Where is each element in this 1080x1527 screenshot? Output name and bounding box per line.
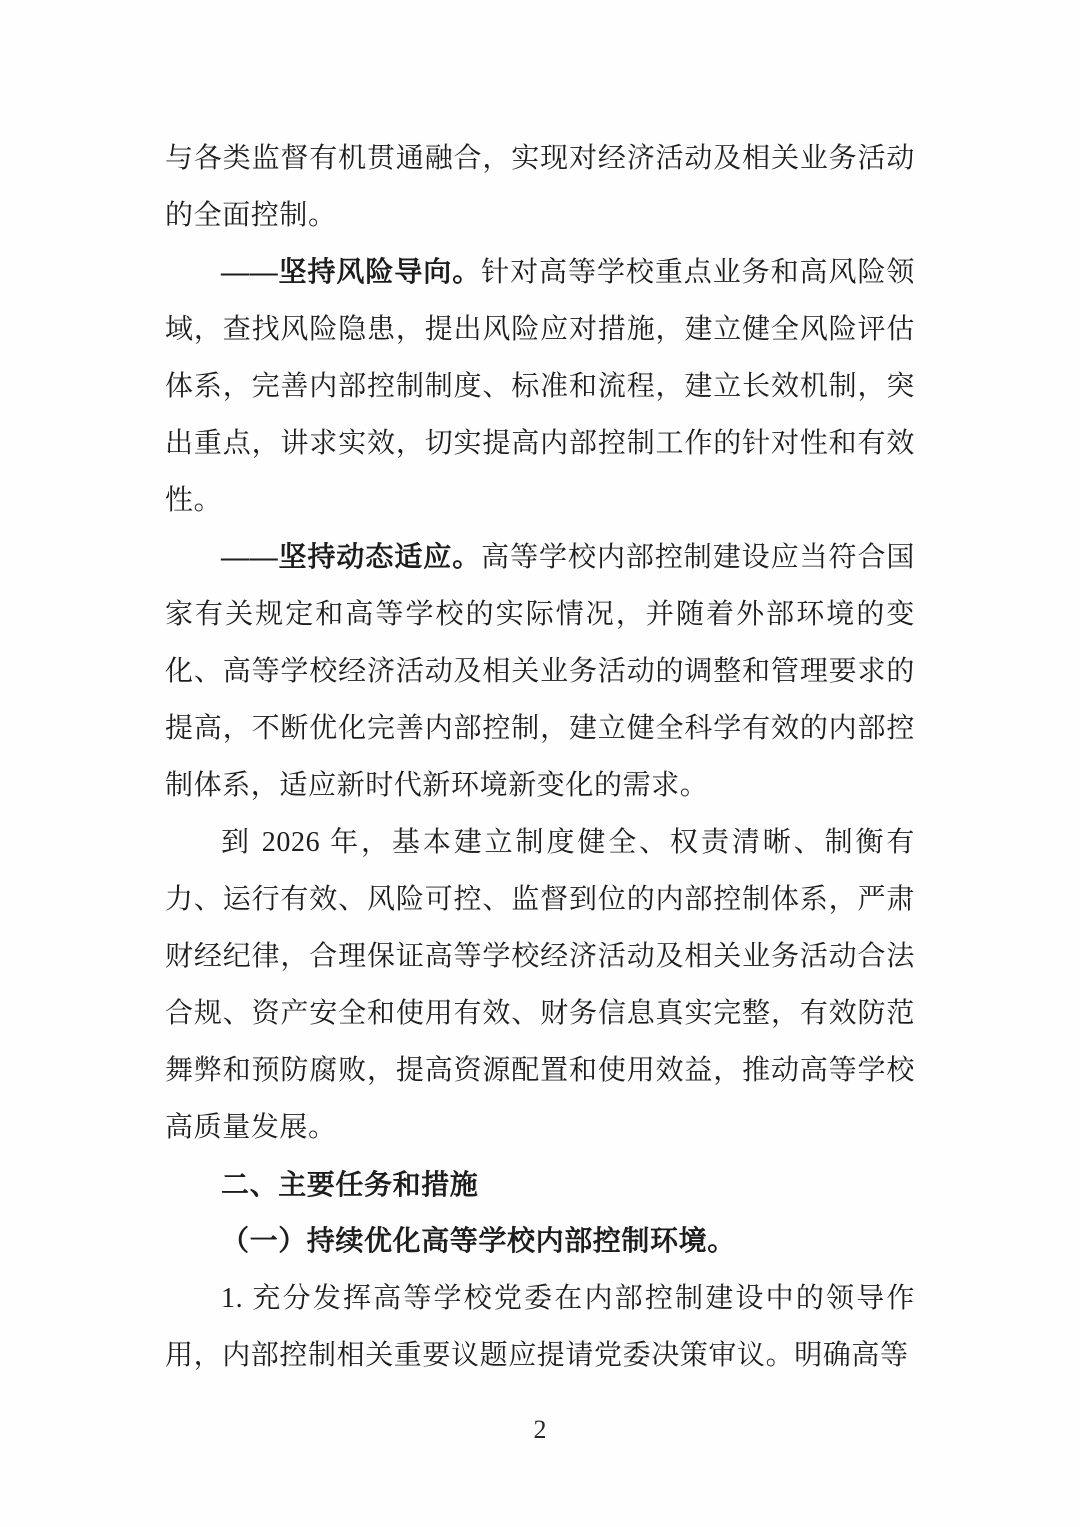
paragraph-principle-dynamic — [165, 529, 915, 814]
subsection-heading: （一）持续优化高等学校内部控制环境。 — [221, 1226, 736, 1257]
paragraph-principle-risk — [165, 244, 915, 529]
paragraph-task-1: 1. 充分发挥高等学校党委在内部控制建设中的领导作用，内部控制相关重要议题应提请党委决策审议。明确高等 — [165, 1283, 915, 1371]
principle-dynamic-text: 高等学校内部控制建设应当符合国家有关规定和高等学校的实际情况，并随着外部环境的变化、高等学校经济活动及相关业务活动的调整和管理要求的提高，不断优化完善内部控制，建立健全科学有效的内部控制体系，适应新时代新环境新变化的需求。 — [165, 542, 915, 801]
section-heading: 二、主要任务和措施 — [221, 1169, 479, 1200]
principle-risk-text: 针对高等学校重点业务和高风险领域，查找风险隐患，提出风险应对措施，建立健全风险评估体系，完善内部控制制度、标准和流程，建立长效机制，突出重点，讲求实效，切实提高内部控制工作的针对性和有效性。 — [165, 257, 915, 516]
paragraph-continued: 与各类监督有机贯通融合，实现对经济活动及相关业务活动的全面控制。 — [165, 143, 915, 231]
page-body — [165, 130, 915, 1384]
paragraph-goal-2026: 到 2026 年，基本建立制度健全、权责清晰、制衡有力、运行有效、风险可控、监督到位的内部控制体系，严肃财经纪律，合理保证高等学校经济活动及相关业务活动合法合规、资产安全和使用有效、财务信息真实完整，有效防范舞弊和预防腐败，提高资源配置和使用效益，推动高等学校高质量发展。 — [165, 827, 915, 1143]
principle-risk-lead: ——坚持风险导向。 — [221, 257, 482, 288]
principle-dynamic-lead: ——坚持动态适应。 — [221, 542, 482, 573]
page-number: 2 — [533, 1415, 547, 1444]
